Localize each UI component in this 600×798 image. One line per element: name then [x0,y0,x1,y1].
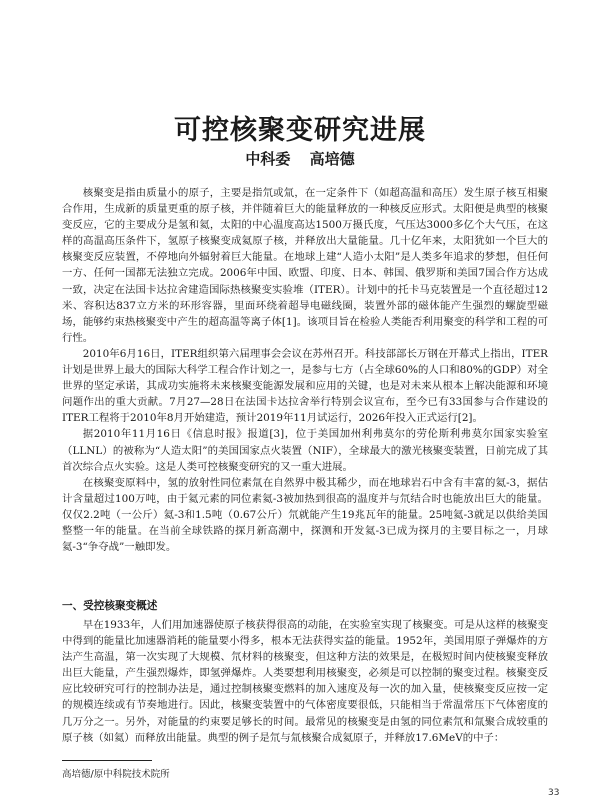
article-body [62,185,548,555]
paragraph: 2010年6月16日，ITER组织第六届理事会会议在苏州召开。科技部部长万钢在开幕式上指出，ITER计划是世界上最大的国际大科学工程合作计划之一，是参与七方（占全球60%的人口和80%的GDP）对全世界的坚定承诺，其成功实施将未来核聚变能源发展和应用的关键，也是对未来从根本上解决能源和环境问题作出的重大贡献。7月27—28日在法国卡达拉舍举行特别会议宣布，至今已有33国参与合作建设的ITER工程将于2010年8月开始建造，预计2019年11月试运行，2026年投入正式运行[2]。 [62,347,548,425]
article-authors: 中科委 高培德 [245,150,355,168]
footnote-rule [62,760,152,761]
paragraph: 早在1933年，人们用加速器使原子核获得很高的动能，在实验室实现了核聚变。可是从这样的核聚变中得到的能量比加速器消耗的能量要小得多，根本无法获得实益的能量。1952年，美国用原子弹爆炸的方法产生高温，第一次实现了大规模、氘材料的核聚变，但这种方法的效果是，在极短时间内使核聚变释放出巨大能量，产生强烈爆炸，即氢弹爆炸。人类要想利用核聚变，必须是可以控制的聚变过程。核聚变反应比较研究可行的控制办法是，通过控制核聚变燃料的加入速度及每一次的加入量，使核聚变反应按一定的规模连续或有节奏地进行。因此，核聚变装置中的气体密度要很低，只能相当于常温常压下气体密度的几万分之一。另外，对能量的约束要足够长的时间。最常见的核聚变是由氢的同位素氘和氚聚合成较重的原子核（如氦）而释放出能量。典型的例子是氘与氚核聚合成氦原子，并释放17.6MeV的中子： [62,619,548,744]
paragraph: 据2010年11月16日《信息时报》报道[3]，位于美国加州利弗莫尔的劳伦斯利弗莫尔国家实验室（LLNL）的被称为“人造太阳”的美国国家点火装置（NIF），全球最大的激光核聚变装置，日前完成了其首次综合点火实验。这是人类可控核聚变研究的又一重大进展。 [62,428,548,473]
paragraph: 核聚变是指由质量小的原子，主要是指氘或氚，在一定条件下（如超高温和高压）发生原子核互相聚合作用，生成新的质量更重的原子核，并伴随着巨大的能量释放的一种核反应形式。太阳便是典型的核聚变反应，它的主要成分是氢和氦，太阳的中心温度高达1500万摄氏度，气压达3000多亿个大气压，在这样的高温高压条件下，氢原子核聚变成氦原子核，并释放出大量能量。几十亿年来，太阳犹如一个巨大的核聚变反应装置，不停地向外辐射着巨大能量。在地球上建“人造小太阳”是人类多年追求的梦想，但任何一方、任何一国都无法独立完成。2006年中国、欧盟、印度、日本、韩国、俄罗斯和美国7国合作方达成一致，决定在法国卡达拉舍建造国际热核聚变实验堆（ITER）。计划中的托卡马克装置是一个直径超过12米、容积达837立方米的环形容器，里面环绕着超导电磁线圈，装置外部的磁体能产生强烈的螺旋型磁场，能够约束热核聚变中产生的超高温等离子体[1]。该项目旨在检验人类能否利用聚变的科学和工程的可行性。 [62,187,548,344]
paragraph: 在核聚变原料中，氢的放射性同位素氚在自然界中极其稀少，而在地球岩石中含有丰富的氦-3，据估计含量超过100万吨，由于氦元素的同位素氦-3被加热到很高的温度并与氘结合时也能放出巨大的能量。仅仅2.2吨（一公斤）氦-3和1.5吨（0.67公斤）氘就能产生19兆瓦年的能量。25吨氦-3就足以供给美国整整一年的能量。在当前全球铁路的探月新高潮中，探测和开发氦-3已成为探月的主要目标之一，月球氦-3“争夺战”一触即发。 [62,476,548,554]
section-heading: 一、受控核聚变概述 [62,600,158,612]
article-title: 可控核聚变研究进展 [174,115,426,146]
section-body [62,617,548,746]
footnote: 高培德/原中科院技术院所 [62,769,170,780]
page-number: 33 [548,788,560,798]
